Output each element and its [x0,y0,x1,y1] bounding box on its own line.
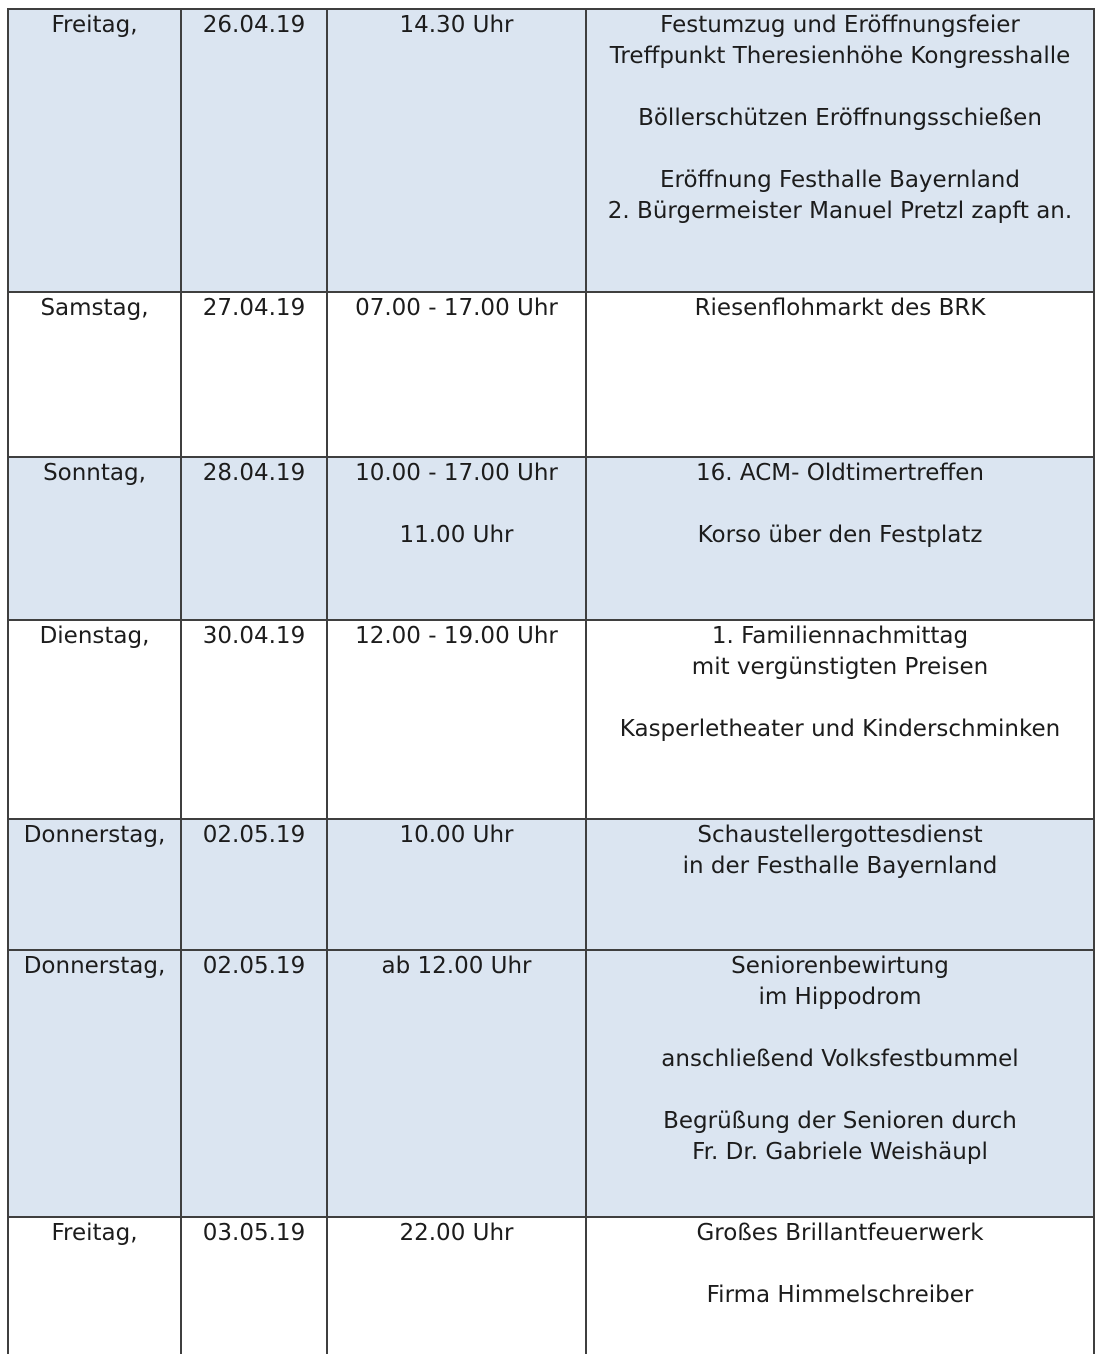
schedule-row [8,1217,1094,1354]
time-cell [327,819,586,950]
time-cell [327,1217,586,1354]
event-line: Fr. Dr. Gabriele Weishäupl [692,1139,988,1165]
event-line: Riesenflohmarkt des BRK [694,295,986,321]
schedule-row [8,9,1094,292]
day-cell: Freitag, [8,1217,181,1354]
event-line: Eröffnung Festhalle Bayernland [659,167,1020,193]
time-cell [327,620,586,819]
time-line: 12.00 - 19.00 Uhr [355,623,558,649]
schedule-row [8,457,1094,620]
time-line: 10.00 - 17.00 Uhr [355,460,558,486]
event-line: anschließend Volksfestbummel [661,1046,1019,1072]
time-line: 11.00 Uhr [399,522,514,548]
date-cell: 30.04.19 [181,620,327,819]
date-cell: 27.04.19 [181,292,327,457]
event-cell [586,950,1094,1217]
event-cell [586,620,1094,819]
date-cell: 03.05.19 [181,1217,327,1354]
event-line: im Hippodrom [758,984,922,1010]
schedule-row [8,819,1094,950]
event-cell [586,9,1094,292]
event-line: 2. Bürgermeister Manuel Pretzl zapft an. [607,198,1073,224]
date-cell: 02.05.19 [181,819,327,950]
event-line: Schaustellergottesdienst [697,822,983,848]
event-line [587,1249,1093,1280]
event-cell [586,819,1094,950]
day-cell: Donnerstag, [8,950,181,1217]
event-line [587,134,1093,165]
time-cell [327,457,586,620]
event-line [587,1013,1093,1044]
event-line: Kasperletheater und Kinderschminken [619,716,1061,742]
time-line: 07.00 - 17.00 Uhr [355,295,558,321]
event-line: Begrüßung der Senioren durch [663,1108,1017,1134]
schedule-row [8,292,1094,457]
event-line: mit vergünstigten Preisen [691,654,989,680]
event-line: 1. Familiennachmittag [711,623,969,649]
time-line: 22.00 Uhr [399,1220,514,1246]
event-line: Böllerschützen Eröffnungsschießen [638,105,1042,131]
day-cell: Samstag, [8,292,181,457]
time-line [328,489,585,520]
day-cell: Dienstag, [8,620,181,819]
event-line [587,489,1093,520]
event-line [587,683,1093,714]
day-cell: Freitag, [8,9,181,292]
date-cell: 02.05.19 [181,950,327,1217]
date-cell: 28.04.19 [181,457,327,620]
time-cell [327,950,586,1217]
event-line: Großes Brillantfeuerwerk [696,1220,984,1246]
day-cell: Sonntag, [8,457,181,620]
time-line: 10.00 Uhr [399,822,514,848]
schedule-row [8,620,1094,819]
time-cell [327,292,586,457]
event-line: Treffpunkt Theresienhöhe Kongresshalle [609,43,1071,69]
event-line: in der Festhalle Bayernland [682,853,998,879]
event-line: Korso über den Festplatz [697,522,983,548]
event-cell [586,457,1094,620]
event-cell [586,1217,1094,1354]
schedule-table [7,8,1095,1354]
time-cell [327,9,586,292]
date-cell: 26.04.19 [181,9,327,292]
schedule-row [8,950,1094,1217]
event-line [587,72,1093,103]
event-line: 16. ACM- Oldtimertreffen [696,460,984,486]
event-line [587,1075,1093,1106]
event-line: Festumzug und Eröffnungsfeier [660,12,1020,38]
time-line: 14.30 Uhr [399,12,514,38]
event-line: Seniorenbewirtung [731,953,949,979]
day-cell: Donnerstag, [8,819,181,950]
event-cell [586,292,1094,457]
event-line: Firma Himmelschreiber [706,1282,974,1308]
time-line: ab 12.00 Uhr [381,953,532,979]
